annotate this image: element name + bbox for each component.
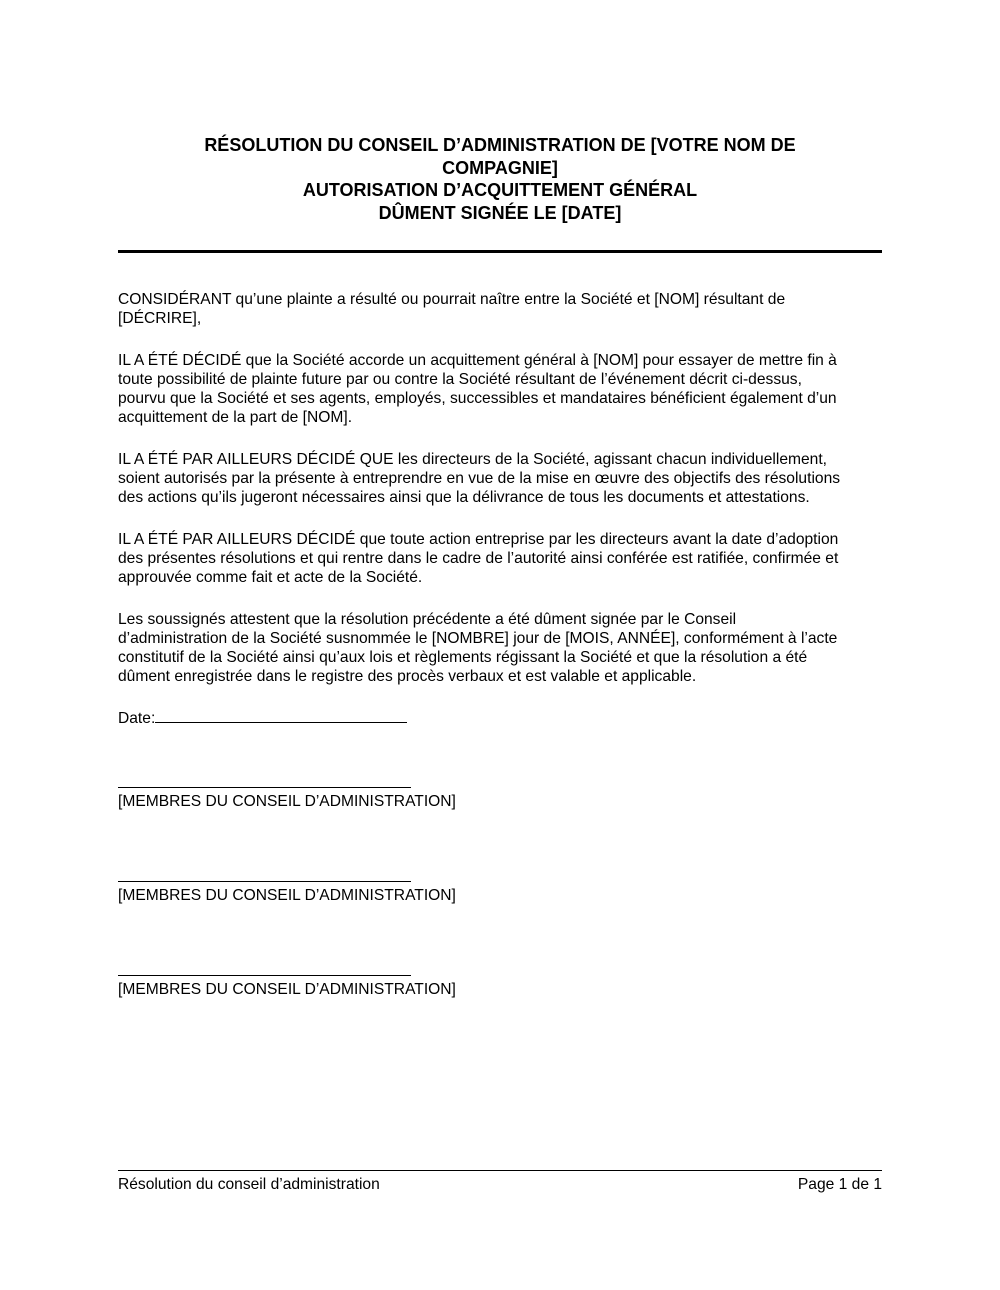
paragraph-line: IL A ÉTÉ PAR AILLEURS DÉCIDÉ QUE les directeurs de la Société, agissant chacun individuellement, — [118, 451, 827, 468]
signature-line — [118, 881, 411, 882]
paragraph-line: IL A ÉTÉ DÉCIDÉ que la Société accorde un acquittement général à [NOM] pour essayer de mettre fin à — [118, 352, 837, 369]
signature-line — [118, 787, 411, 788]
signature-block — [118, 787, 456, 811]
paragraph-line: d’administration de la Société susnommée le [NOMBRE] jour de [MOIS, ANNÉE], conformément à l’acte — [118, 630, 838, 647]
paragraph-line: pourvu que la Société et ses agents, employés, successibles et mandataires bénéficient également d’un — [118, 390, 837, 407]
paragraph-line: dûment enregistrée dans le registre des procès verbaux et est valable et applicable. — [118, 668, 697, 685]
signature-label: [MEMBRES DU CONSEIL D’ADMINISTRATION] — [118, 887, 456, 904]
paragraph-line: Les soussignés attestent que la résolution précédente a été dûment signée par le Conseil — [118, 611, 737, 628]
date-label: Date: — [118, 710, 156, 727]
page-footer — [118, 1175, 882, 1194]
title-line: DÛMENT SIGNÉE LE [DATE] — [378, 202, 622, 223]
paragraph — [118, 610, 898, 686]
footer-divider — [118, 1170, 882, 1171]
title-line: RÉSOLUTION DU CONSEIL D’ADMINISTRATION DE [VOTRE NOM DE — [204, 135, 796, 155]
paragraph-line: toute possibilité de plainte future par ou contre la Société résultant de l’événement décrit ci-dessus, — [118, 371, 802, 388]
paragraph-line: des actions qu’ils jugeront nécessaires ainsi que la délivrance de tous les documents et attestations. — [118, 489, 810, 506]
paragraph-line: [DÉCRIRE], — [118, 310, 202, 327]
signature-block — [118, 881, 456, 905]
paragraph — [118, 530, 898, 587]
title-line: AUTORISATION D’ACQUITTEMENT GÉNÉRAL — [302, 180, 698, 200]
document-body — [118, 290, 898, 709]
paragraph-line: approuvée comme fait et acte de la Société. — [118, 569, 423, 586]
date-field — [118, 707, 407, 728]
page-number: Page 1 de 1 — [797, 1176, 882, 1193]
signature-line — [118, 975, 411, 976]
title-divider — [118, 250, 882, 253]
paragraph-line: acquittement de la part de [NOM]. — [118, 409, 353, 426]
footer-title: Résolution du conseil d’administration — [118, 1176, 380, 1193]
date-signature-line — [155, 707, 407, 723]
paragraph — [118, 351, 898, 427]
paragraph-line: IL A ÉTÉ PAR AILLEURS DÉCIDÉ que toute action entreprise par les directeurs avant la date d’adoption — [118, 531, 839, 548]
paragraph-line: CONSIDÉRANT qu’une plainte a résulté ou pourrait naître entre la Société et [NOM] résultant de — [118, 291, 786, 308]
signature-label: [MEMBRES DU CONSEIL D’ADMINISTRATION] — [118, 981, 456, 998]
paragraph — [118, 290, 898, 328]
paragraph-line: soient autorisés par la présente à entreprendre en vue de la mise en œuvre des objectifs des résolutions — [118, 470, 841, 487]
document-title — [118, 134, 882, 224]
paragraph-line: constitutif de la Société ainsi qu’aux lois et règlements régissant la Société et que la résolution a été — [118, 649, 808, 666]
signature-label: [MEMBRES DU CONSEIL D’ADMINISTRATION] — [118, 793, 456, 810]
signature-block — [118, 975, 456, 999]
paragraph-line: des présentes résolutions et qui rentre dans le cadre de l’autorité ainsi conférée est ratifiée, confirmée et — [118, 550, 839, 567]
title-line: COMPAGNIE] — [442, 157, 558, 178]
paragraph — [118, 450, 898, 507]
